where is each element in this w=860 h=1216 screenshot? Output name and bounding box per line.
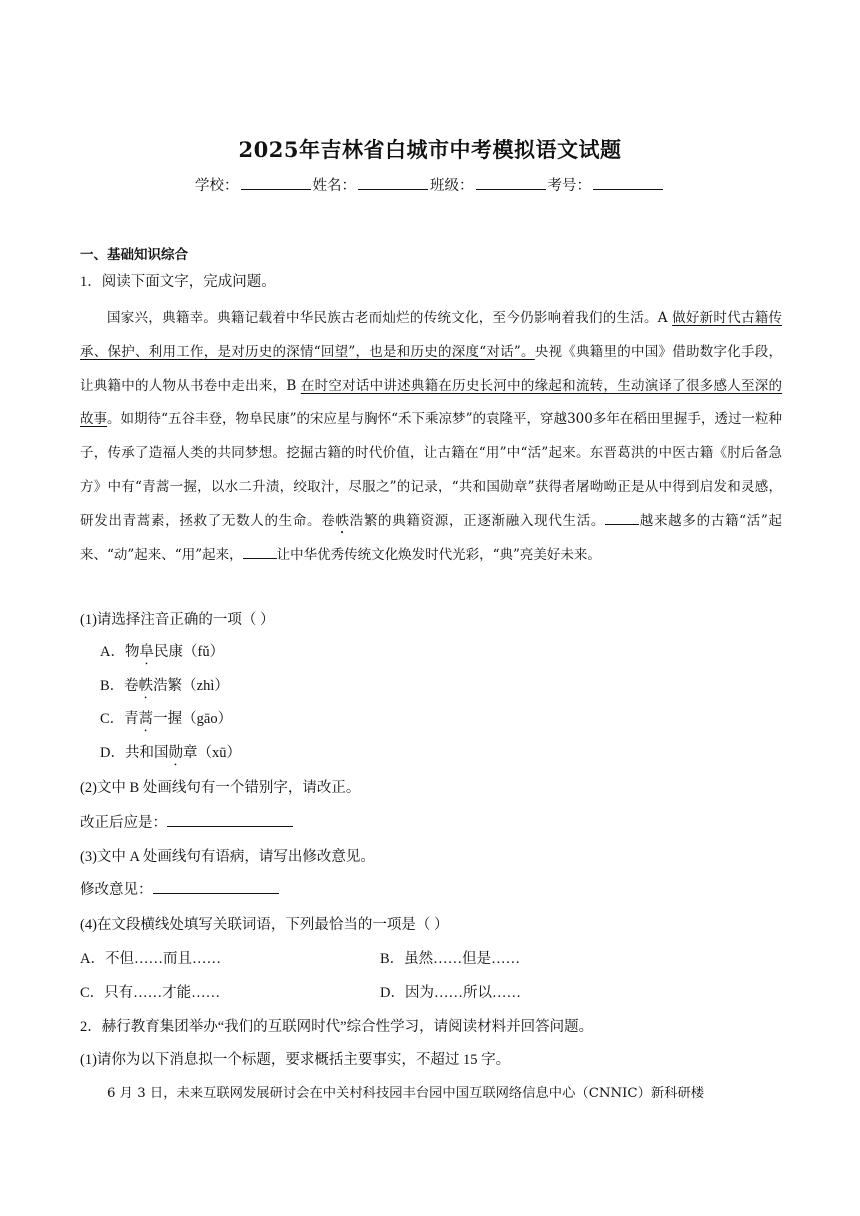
sub-question-2: (2)文中 B 处画线句有一个错别字，请改正。 (80, 780, 361, 796)
sub-question-3: (3)文中 A 处画线句有语病，请写出修改意见。 (80, 849, 375, 865)
passage-text-e: 越来越多的古籍“活”起来、“动”起来、“用”起来， (80, 512, 783, 563)
choice-4c[interactable]: C．只有……才能…… (80, 985, 221, 1001)
choice-4a[interactable]: A．不但……而且…… (80, 951, 221, 967)
option-c[interactable] (100, 707, 232, 735)
answer-blank[interactable] (167, 815, 293, 827)
school-blank[interactable] (241, 178, 311, 190)
dotted-char: 蒿 (138, 711, 154, 727)
name-label: 姓名： (312, 178, 356, 194)
option-text: 一握（gāo） (153, 711, 233, 727)
school-label: 学校： (195, 178, 239, 194)
option-label: D． (100, 745, 125, 761)
name-blank[interactable] (358, 178, 428, 190)
option-d[interactable] (100, 741, 241, 769)
answer-blank[interactable] (153, 882, 279, 894)
passage-text-a: 国家兴，典籍幸。典籍记载着中华民族古老而灿烂的传统文化，至今仍影响着我们的生活。A (107, 310, 673, 326)
option-text: 共和国 (124, 745, 169, 761)
option-label: B． (100, 678, 125, 694)
answer-line-2 (80, 811, 293, 832)
reading-passage (80, 302, 782, 572)
dotted-char: 帙 (335, 512, 350, 529)
class-label: 班级： (430, 178, 474, 194)
option-text: 青 (124, 711, 139, 727)
page-title: 2025年吉林省白城市中考模拟语文试题 (238, 137, 622, 162)
option-label: C． (100, 711, 125, 727)
answer-label: 改正后应是： (80, 815, 167, 831)
passage-text-f: 让中华优秀传统文化焕发时代光彩，“典”亮美好未来。 (276, 546, 601, 563)
dotted-char: 勋 (168, 745, 183, 761)
class-blank[interactable] (476, 178, 546, 190)
option-text: 浩繁（zhì） (153, 678, 229, 694)
blank-2[interactable] (243, 548, 277, 559)
option-text: 物 (124, 644, 140, 660)
option-b[interactable] (100, 674, 229, 702)
exam-no-label: 考号： (547, 178, 591, 194)
passage-paragraph (80, 302, 782, 572)
q2-sub-question-1: (1)请你为以下消息拟一个标题，要求概括主要事实，不超过 15 字。 (80, 1052, 511, 1068)
news-text: 6 月 3 日，未来互联网发展研讨会在中关村科技园丰台园中国互联网络信息中心（CNNIC）新科研楼 (107, 1086, 705, 1101)
answer-line-3 (80, 878, 279, 899)
option-label: A． (100, 644, 125, 660)
student-info-line (0, 174, 860, 195)
choice-4d[interactable]: D．因为……所以…… (380, 985, 521, 1001)
question-2-stem: 2．赫行教育集团举办“我们的互联网时代”综合性学习，请阅读材料并回答问题。 (80, 1019, 594, 1035)
option-text: 卷 (124, 678, 139, 694)
choice-4b[interactable]: B．虽然……但是…… (380, 951, 521, 967)
dotted-char: 阜 (139, 644, 154, 660)
passage-text-c: 。如期待“五谷丰登，物阜民康”的宋应星与胸怀“禾下乘凉梦”的袁隆平，穿越300多年在稻田里握手，透过一粒种子，传承了造福人类的共同梦想。挖掘古籍的时代价值，让古籍在“用”中“活”起来。东晋葛洪的中医古籍《肘后备急方》中有“青蒿一握，以水二升渍，绞取汁，尽服之”的记录，“共和国勋章”获得者屠呦呦正是从中得到启发和灵感，研发出青蒿素，拯救了无数人的生命。卷 (80, 411, 783, 529)
section-heading: 一、基础知识综合 (80, 247, 188, 263)
option-a[interactable] (100, 640, 224, 668)
option-text: 章（xū） (182, 745, 241, 761)
option-text: 民康（fǔ） (153, 644, 225, 660)
question-1-stem: 1．阅读下面文字，完成问题。 (80, 274, 276, 290)
answer-label: 修改意见： (80, 882, 153, 898)
underlined-sentence-a: 做好新时代古籍传承、保护、利用工作，是对历史的深情“回望”，也是和历史的深度“对话”。 (80, 310, 782, 360)
blank-1[interactable] (605, 514, 639, 525)
underlined-sentence-b: 在时空对话中讲述典籍在历史长河中的缘起和流转，生动演译了很多感人至深的故事 (80, 377, 783, 428)
dotted-char: 帙 (138, 678, 154, 694)
passage-text-d: 浩繁的典籍资源，正逐渐融入现代生活。 (349, 512, 606, 529)
sub-question-1: (1)请选择注音正确的一项（ ） (80, 612, 275, 628)
sub-question-4: (4)在文段横线处填写关联词语，下列最恰当的一项是（ ） (80, 917, 449, 933)
passage-text-b: 央视《典籍里的中国》借助数字化手段，让典籍中的人物从书卷中走出来，B (80, 343, 783, 394)
exam-no-blank[interactable] (593, 178, 663, 190)
